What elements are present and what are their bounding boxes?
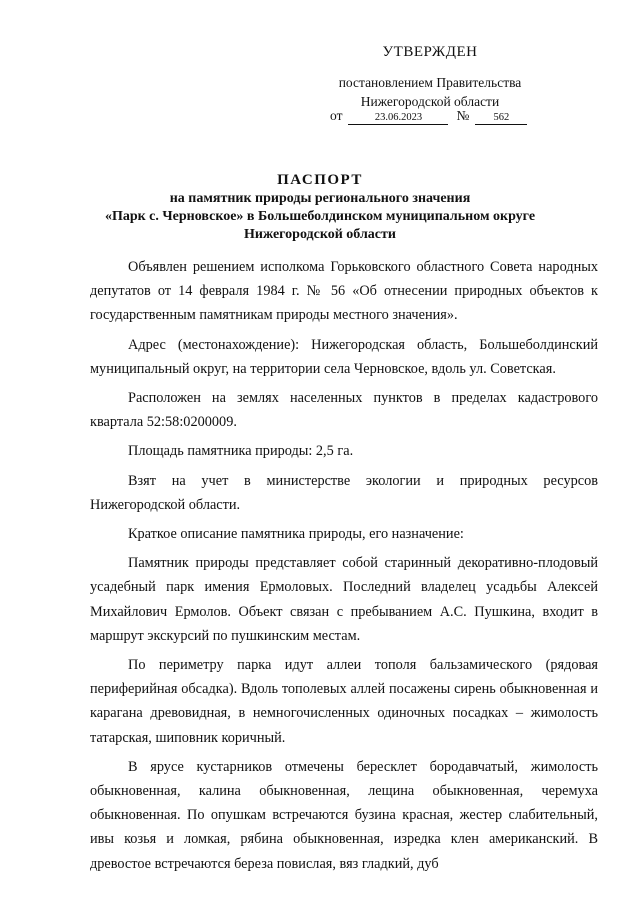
paragraph: По периметру парка идут аллеи тополя бальзамического (рядовая периферийная обсадка). Вдоль тополевых аллей посажены сирень обыкновенная и карагана древовидная, в немногочисленных одиночных посадках – жимолость татарская, шиповник коричный. <box>90 657 598 746</box>
number-label: № <box>456 108 470 123</box>
paragraph: Краткое описание памятника природы, его назначение: <box>128 526 464 543</box>
approved-label: УТВЕРЖДЕН <box>382 44 478 60</box>
approval-date-row <box>330 108 527 125</box>
paragraph: Объявлен решением исполкома Горьковского областного Совета народных депутатов от 14 февраля 1984 г. № 56 «Об отнесении природных объектов к государственным памятникам природы местного значения». <box>90 259 598 324</box>
approval-block <box>300 44 560 111</box>
paragraph: Площадь памятника природы: 2,5 га. <box>128 443 354 460</box>
approval-line-2: Нижегородской области <box>360 94 500 109</box>
title-line-3: Нижегородской области <box>244 227 396 242</box>
approval-date: 23.06.2023 <box>348 111 448 125</box>
title-heading: ПАСПОРТ <box>277 172 363 188</box>
paragraph: Адрес (местонахождение): Нижегородская область, Большеболдинский муниципальный округ, на территории села Черновское, вдоль ул. Советская. <box>90 336 598 377</box>
from-label: от <box>330 108 343 123</box>
approval-line-1: постановлением Правительства <box>338 75 522 90</box>
document-body <box>90 255 598 881</box>
paragraph: Расположен на землях населенных пунктов в пределах кадастрового квартала 52:58:0200009. <box>90 390 598 431</box>
approval-number: 562 <box>475 111 527 125</box>
title-line-2: «Парк с. Черновское» в Большеболдинском муниципальном округе <box>104 209 536 224</box>
paragraph: Взят на учет в министерстве экологии и природных ресурсов Нижегородской области. <box>90 472 598 513</box>
title-line-1: на памятник природы регионального значения <box>169 191 471 206</box>
paragraph: В ярусе кустарников отмечены бересклет бородавчатый, жимолость обыкновенная, калина обыкновенная, лещина обыкновенная, черемуха обыкновенная. По опушкам встречаются бузина красная, жестер слабительный, ивы козья и ломкая, рябина обыкновенная, изредка клен американский. В древостое встречаются береза повислая, вяз гладкий, дуб <box>90 758 598 872</box>
paragraph: Памятник природы представляет собой старинный декоративно-плодовый усадебный парк имения Ермоловых. Последний владелец усадьбы Алексей Михайлович Ермолов. Объект связан с пребыванием А.С. Пушкина, входит в маршрут экскурсий по пушкинским местам. <box>90 555 598 644</box>
document-title <box>60 170 580 244</box>
